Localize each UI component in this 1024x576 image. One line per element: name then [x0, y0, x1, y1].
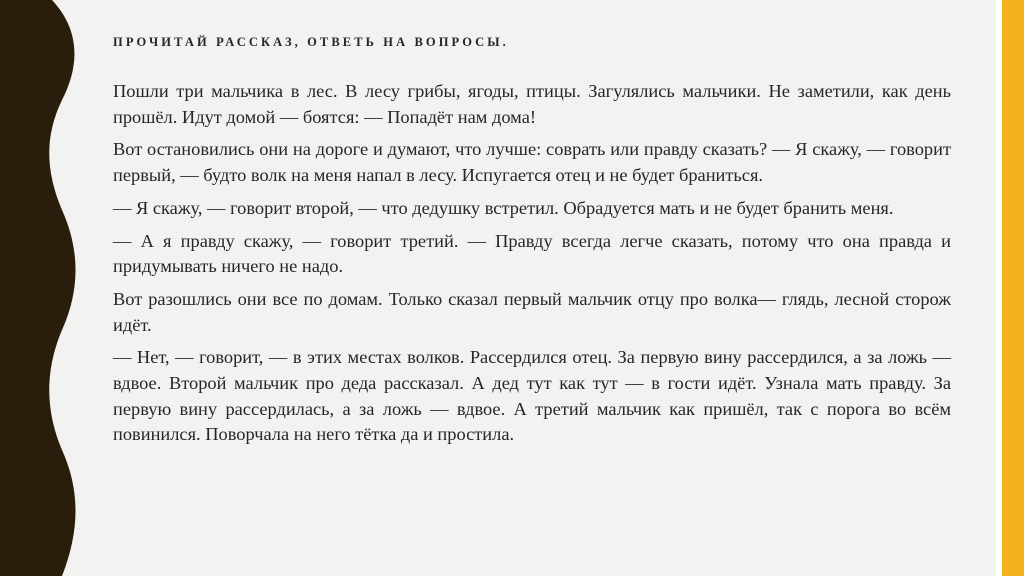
story-paragraph-3: — Я скажу, — говорит второй, — что дедушку встретил. Обрадуется мать и не будет бранить меня.: [113, 197, 894, 218]
story-paragraph-2: Вот остановились они на дороге и думают, что лучше: соврать или правду сказать? — Я скажу, — говорит первый, — будто волк на меня напал в лесу. Испугается отец и не будет браниться.: [113, 139, 951, 186]
wavy-border-shape: [0, 0, 76, 576]
story-paragraph-5: Вот разошлись они все по домам. Только сказал первый мальчик отцу про волка— глядь, лесной сторож идёт.: [113, 288, 951, 335]
story-paragraph-6: — Нет, — говорит, — в этих местах волков. Рассердился отец. За первую вину рассердился, а за ложь — вдвое. Второй мальчик про деда рассказал. А дед тут как тут — в гости идёт. Узнала мать правду. За первую вину рассердилась, а за ложь — вдвое. А третий мальчик как пришёл, так с порога во всём повинился. Поворчала на него тётка да и простила.: [113, 347, 951, 445]
right-accent-bar: [1002, 0, 1024, 576]
story-paragraph-4: — А я правду скажу, — говорит третий. — Правду всегда легче сказать, потому что она правда и придумывать ничего не надо.: [113, 230, 951, 277]
story-paragraph-1: Пошли три мальчика в лес. В лесу грибы, ягоды, птицы. Загулялись мальчики. Не заметили, как день прошёл. Идут домой — боятся: — Попадёт нам дома!: [113, 81, 951, 127]
left-wavy-border: [0, 0, 90, 576]
slide-title: ПРОЧИТАЙ РАССКАЗ, ОТВЕТЬ НА ВОПРОСЫ.: [113, 35, 509, 49]
story-text: [113, 79, 951, 455]
